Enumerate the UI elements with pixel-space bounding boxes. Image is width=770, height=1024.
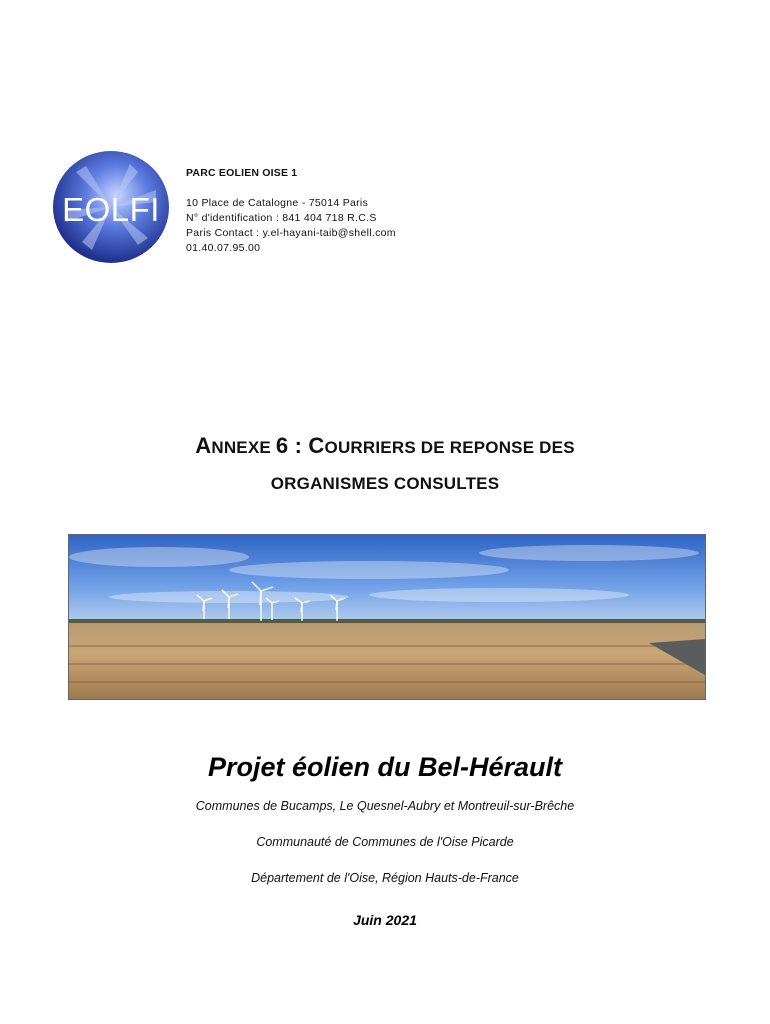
project-community: Communauté de Communes de l'Oise Picarde (256, 835, 514, 849)
project-department: Département de l'Oise, Région Hauts-de-France (251, 871, 519, 885)
company-name: PARC EOLIEN OISE 1 (186, 167, 298, 179)
company-info (186, 166, 396, 256)
annex-title-line1: ANNEXE 6 : COURRIERS DE REPONSE DES (195, 433, 575, 458)
logo-text: EOLFI (62, 191, 160, 228)
annex-title-line2: ORGANISMES CONSULTES (270, 474, 500, 493)
eolfi-logo (52, 150, 170, 265)
project-communes: Communes de Bucamps, Le Quesnel-Aubry et Montreuil-sur-Brêche (195, 799, 575, 813)
wind-farm-photo (68, 534, 706, 700)
annex-title (0, 428, 770, 502)
company-contact: Paris Contact : y.el-hayani-taib@shell.com (186, 227, 396, 239)
company-address: 10 Place de Catalogne - 75014 Paris (186, 197, 369, 209)
company-identification: N° d'identification : 841 404 718 R.C.S (186, 212, 377, 224)
company-phone: 01.40.07.95.00 (186, 242, 261, 254)
project-title: Projet éolien du Bel-Hérault (207, 752, 563, 782)
project-date: Juin 2021 (353, 912, 417, 928)
